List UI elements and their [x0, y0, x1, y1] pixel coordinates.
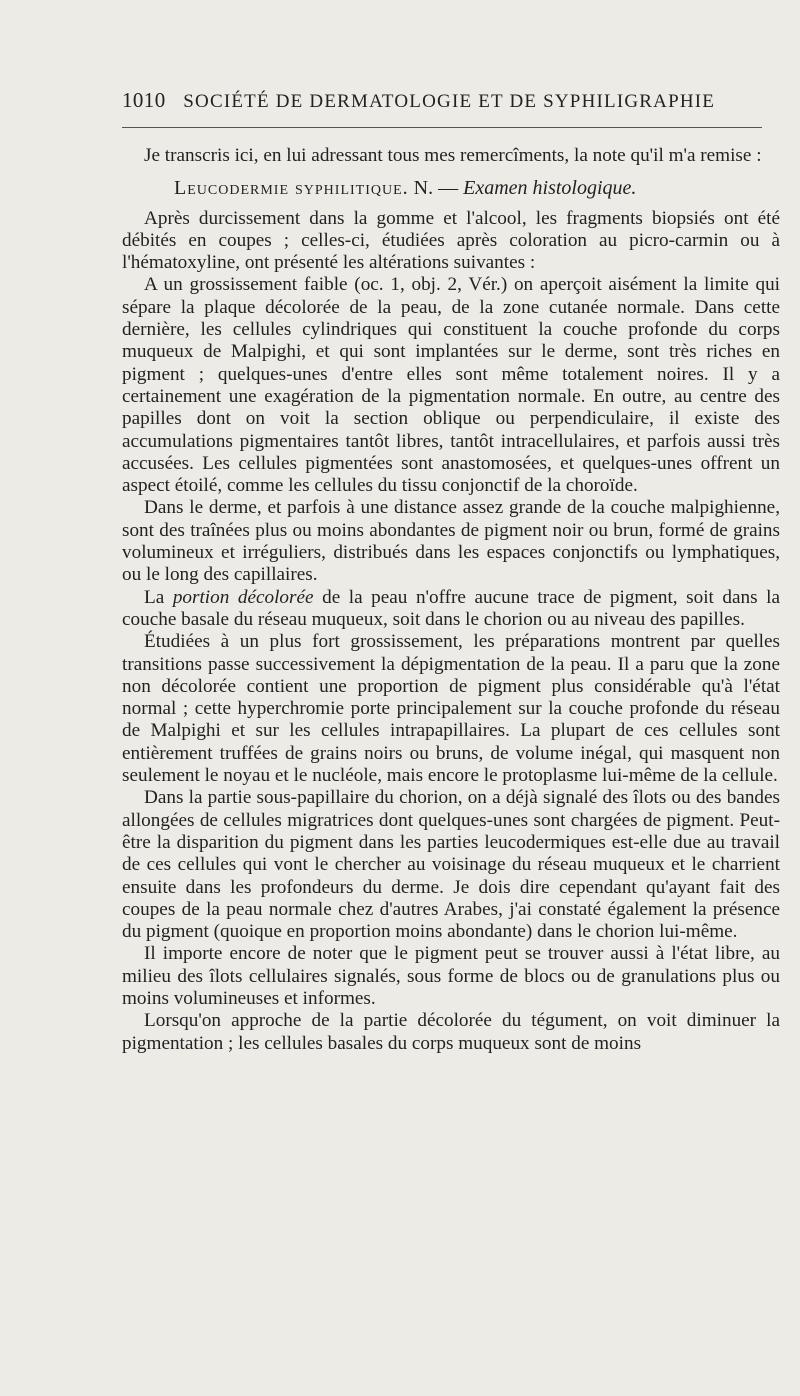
- paragraph-7: Il importe encore de noter que le pigment peut se trouver aussi à l'état libre, au milieu des îlots cellulaires signalés, sous forme de blocs ou de granulations plus ou moins volumineuses et informes.: [122, 943, 780, 1009]
- paragraph-4-italic: portion décolorée: [172, 586, 314, 608]
- intro-paragraph: Je transcris ici, en lui adressant tous mes remercîments, la note qu'il m'a remise :: [144, 145, 762, 166]
- body-text: [122, 145, 780, 1055]
- running-title: SOCIÉTÉ DE DERMATOLOGIE ET DE SYPHILIGRAPHIE: [183, 91, 716, 112]
- section-heading: [122, 177, 780, 199]
- paragraph-3: Dans le derme, et parfois à une distance assez grande de la couche malpighienne, sont des traînées plus ou moins abondantes de pigment noir ou brun, formé de grains volumineux et irréguliers, distribués dans les espaces conjonctifs ou lymphatiques, ou le long des capillaires.: [122, 497, 780, 586]
- header-rule: [122, 127, 762, 128]
- paragraph-5: Étudiées à un plus fort grossissement, les préparations montrent par quelles transitions passe successivement la dépigmentation de la peau. Il a paru que la zone non décolorée contient une proportion de pigment plus considérable qu'à l'état normal ; cette hyperchromie porte principalement sur la couche profonde du réseau de Malpighi et sur les cellules intrapapillaires. La plupart de ces cellules sont entièrement truffées de grains noirs ou bruns, de volume inégal, qui masquent non seulement le noyau et le nucléole, mais encore le protoplasme lui-même de la cellule.: [122, 631, 780, 787]
- paragraph-1: Après durcissement dans la gomme et l'alcool, les fragments biopsiés ont été débités en coupes ; celles-ci, étudiées après coloration au picro-carmin ou à l'hématoxyline, ont présenté les altérations suivantes :: [122, 207, 780, 274]
- heading-title: Leucodermie syphilitique.: [174, 177, 409, 200]
- heading-letter: N.: [413, 177, 434, 200]
- paragraph-4-rest: de la peau n'offre aucune trace de pigment, soit dans la couche basale du réseau muqueux, soit dans le chorion ou au niveau des papilles.: [122, 586, 780, 630]
- running-header: [122, 88, 762, 113]
- paragraph-4: [122, 587, 780, 632]
- paragraph-8: Lorsqu'on approche de la partie décolorée du tégument, on voit diminuer la pigmentation ; les cellules basales du corps muqueux sont de moins: [122, 1010, 780, 1054]
- heading-subtitle: Examen histologique.: [463, 177, 637, 200]
- paragraph-2: A un grossissement faible (oc. 1, obj. 2, Vér.) on aperçoit aisément la limite qui sépare la plaque décolorée de la peau, de la zone cutanée normale. Dans cette dernière, les cellules cylindriques qui constituent la couche profonde du corps muqueux de Malpighi, et qui sont implantées sur le derme, sont très riches en pigment ; quelques-unes d'entre elles sont même totalement noires. Il y a certainement une exagération de la pigmentation normale. En outre, au centre des papilles dont on voit la section oblique ou perpendiculaire, il existe des accumulations pigmentaires tantôt libres, tantôt intracellulaires, et parfois aussi très accusées. Les cellules pigmentées sont anastomosées, et quelques-unes offrent un aspect étoilé, comme les cellules du tissu conjonctif de la choroïde.: [122, 274, 780, 497]
- page-number: 1010: [122, 88, 166, 112]
- paragraph-6: Dans la partie sous-papillaire du chorion, on a déjà signalé des îlots ou des bandes allongées de cellules migratrices dont quelques-unes sont chargées de pigment. Peut-être la disparition du pigment dans les parties leucodermiques est-elle due au travail de ces cellules qui vont le chercher au voisinage du réseau muqueux et le charrient ensuite dans les profondeurs du derme. Je dois dire cependant qu'ayant fait des coupes de la peau normale chez d'autres Arabes, j'ai constaté également la présence du pigment (quoique en proportion moins abondante) dans le chorion lui-même.: [122, 787, 780, 943]
- heading-dash: —: [438, 177, 459, 200]
- paragraph-4-lead: La: [144, 586, 165, 608]
